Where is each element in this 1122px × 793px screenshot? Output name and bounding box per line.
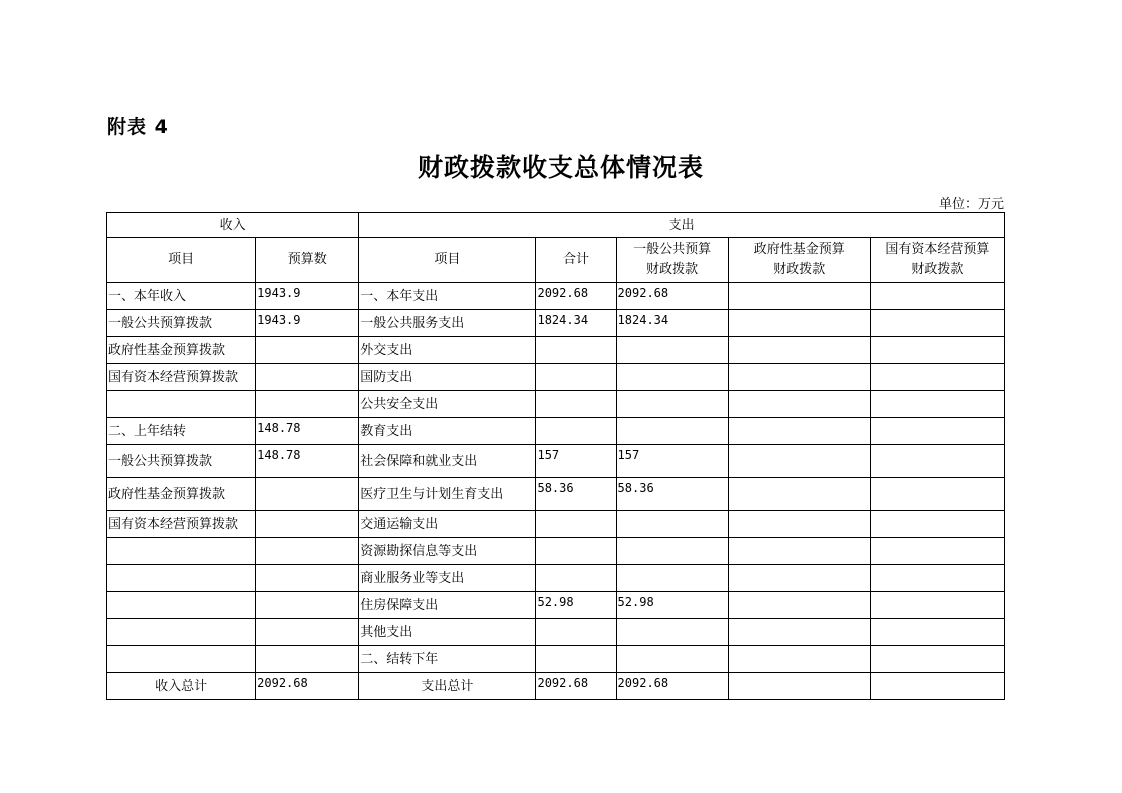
general-budget-cell [616, 565, 728, 592]
general-budget-cell: 2092.68 [616, 283, 728, 310]
appendix-label: 附表 4 [107, 116, 169, 138]
fund-budget-cell [728, 337, 870, 364]
table-row [107, 445, 1005, 478]
expense-total-cell [536, 364, 616, 391]
expense-item-cell: 一、本年支出 [359, 283, 536, 310]
general-budget-header-line1: 一般公共预算 [633, 242, 712, 257]
fund-budget-cell [728, 478, 870, 511]
table-row [107, 538, 1005, 565]
income-budget-cell: 1943.9 [256, 283, 359, 310]
income-item-header: 项目 [107, 238, 256, 283]
expense-total-cell [536, 565, 616, 592]
fund-budget-cell [728, 538, 870, 565]
general-budget-cell [616, 418, 728, 445]
income-budget-cell: 1943.9 [256, 310, 359, 337]
state-capital-cell [870, 511, 1004, 538]
expense-item-cell: 教育支出 [359, 418, 536, 445]
income-total-value: 2092.68 [256, 673, 359, 700]
unit-label: 单位：万元 [938, 197, 1004, 212]
table-row [107, 478, 1005, 511]
state-capital-cell [870, 478, 1004, 511]
expense-item-cell: 一般公共服务支出 [359, 310, 536, 337]
fund-budget-cell [728, 646, 870, 673]
income-item-cell: 一、本年收入 [107, 283, 256, 310]
income-item-cell: 一般公共预算拨款 [107, 310, 256, 337]
expense-item-cell: 外交支出 [359, 337, 536, 364]
expense-item-cell: 二、结转下年 [359, 646, 536, 673]
general-budget-cell: 52.98 [616, 592, 728, 619]
general-budget-cell [616, 511, 728, 538]
page-title: 财政拨款收支总体情况表 [417, 153, 704, 182]
expense-total-cell [536, 337, 616, 364]
fund-budget-cell [728, 364, 870, 391]
table-row [107, 511, 1005, 538]
expense-item-cell: 交通运输支出 [359, 511, 536, 538]
general-budget-cell [616, 538, 728, 565]
expense-item-header: 项目 [359, 238, 536, 283]
expense-total-cell: 2092.68 [536, 283, 616, 310]
expense-total-value: 2092.68 [536, 673, 616, 700]
table-row [107, 592, 1005, 619]
income-item-cell [107, 592, 256, 619]
income-budget-cell [256, 511, 359, 538]
expense-header: 支出 [359, 213, 1005, 238]
income-budget-cell: 148.78 [256, 445, 359, 478]
general-budget-header [616, 238, 728, 283]
table-row [107, 337, 1005, 364]
income-item-cell [107, 646, 256, 673]
expense-item-cell: 住房保障支出 [359, 592, 536, 619]
income-budget-cell [256, 478, 359, 511]
state-capital-cell [870, 538, 1004, 565]
table-row [107, 283, 1005, 310]
fund-budget-cell [728, 418, 870, 445]
state-capital-cell [870, 445, 1004, 478]
income-item-cell [107, 391, 256, 418]
expense-total-label: 支出总计 [359, 673, 536, 700]
income-budget-cell [256, 565, 359, 592]
general-budget-cell [616, 391, 728, 418]
income-item-cell: 一般公共预算拨款 [107, 445, 256, 478]
expense-item-cell: 社会保障和就业支出 [359, 445, 536, 478]
general-budget-cell [616, 619, 728, 646]
table-row [107, 310, 1005, 337]
income-budget-cell [256, 337, 359, 364]
expense-total-header: 合计 [536, 238, 616, 283]
fund-budget-cell [728, 391, 870, 418]
income-item-cell: 政府性基金预算拨款 [107, 337, 256, 364]
income-budget-cell [256, 619, 359, 646]
expense-total-cell [536, 391, 616, 418]
state-capital-cell [870, 418, 1004, 445]
income-budget-header: 预算数 [256, 238, 359, 283]
income-item-cell: 国有资本经营预算拨款 [107, 511, 256, 538]
expense-total-cell [536, 418, 616, 445]
expense-total-cell: 52.98 [536, 592, 616, 619]
income-item-cell [107, 538, 256, 565]
expense-item-cell: 医疗卫生与计划生育支出 [359, 478, 536, 511]
totals-row [107, 673, 1005, 700]
income-header: 收入 [107, 213, 359, 238]
state-capital-cell [870, 283, 1004, 310]
income-budget-cell [256, 592, 359, 619]
fund-budget-cell [728, 283, 870, 310]
expense-total-cell [536, 511, 616, 538]
fund-budget-header [728, 238, 870, 283]
general-budget-cell: 157 [616, 445, 728, 478]
income-budget-cell [256, 364, 359, 391]
general-budget-header-line2: 财政拨款 [646, 262, 699, 277]
general-budget-cell [616, 337, 728, 364]
income-item-cell [107, 619, 256, 646]
general-budget-cell [616, 646, 728, 673]
fund-budget-cell [728, 445, 870, 478]
expense-fund-total-value [728, 673, 870, 700]
fund-budget-cell [728, 619, 870, 646]
income-budget-cell: 148.78 [256, 418, 359, 445]
state-capital-cell [870, 364, 1004, 391]
state-capital-header [870, 238, 1004, 283]
general-budget-cell: 58.36 [616, 478, 728, 511]
fund-budget-header-line2: 财政拨款 [773, 262, 826, 277]
expense-state-total-value [870, 673, 1004, 700]
expense-item-cell: 商业服务业等支出 [359, 565, 536, 592]
state-capital-cell [870, 565, 1004, 592]
expense-general-total-value: 2092.68 [616, 673, 728, 700]
income-item-cell: 国有资本经营预算拨款 [107, 364, 256, 391]
state-capital-header-line2: 财政拨款 [911, 262, 964, 277]
expense-item-cell: 公共安全支出 [359, 391, 536, 418]
state-capital-header-line1: 国有资本经营预算 [885, 242, 990, 257]
income-item-cell: 二、上年结转 [107, 418, 256, 445]
expense-total-cell: 157 [536, 445, 616, 478]
expense-item-cell: 国防支出 [359, 364, 536, 391]
fund-budget-cell [728, 511, 870, 538]
fund-budget-cell [728, 310, 870, 337]
income-total-label: 收入总计 [107, 673, 256, 700]
expense-total-cell [536, 538, 616, 565]
fund-budget-cell [728, 565, 870, 592]
income-budget-cell [256, 538, 359, 565]
table-row [107, 364, 1005, 391]
expense-item-cell: 其他支出 [359, 619, 536, 646]
header-row-columns [107, 238, 1005, 283]
expense-total-cell: 1824.34 [536, 310, 616, 337]
fund-budget-cell [728, 592, 870, 619]
table-row [107, 619, 1005, 646]
income-budget-cell [256, 391, 359, 418]
table-row [107, 565, 1005, 592]
header-row-group [107, 213, 1005, 238]
state-capital-cell [870, 337, 1004, 364]
expense-total-cell [536, 646, 616, 673]
table-row [107, 418, 1005, 445]
expense-total-cell: 58.36 [536, 478, 616, 511]
state-capital-cell [870, 592, 1004, 619]
table-row [107, 646, 1005, 673]
general-budget-cell: 1824.34 [616, 310, 728, 337]
expense-item-cell: 资源勘探信息等支出 [359, 538, 536, 565]
table-row [107, 391, 1005, 418]
state-capital-cell [870, 310, 1004, 337]
general-budget-cell [616, 364, 728, 391]
income-item-cell: 政府性基金预算拨款 [107, 478, 256, 511]
state-capital-cell [870, 391, 1004, 418]
income-item-cell [107, 565, 256, 592]
state-capital-cell [870, 619, 1004, 646]
expense-total-cell [536, 619, 616, 646]
fund-budget-header-line1: 政府性基金预算 [753, 242, 845, 257]
budget-table [106, 212, 1005, 700]
state-capital-cell [870, 646, 1004, 673]
income-budget-cell [256, 646, 359, 673]
